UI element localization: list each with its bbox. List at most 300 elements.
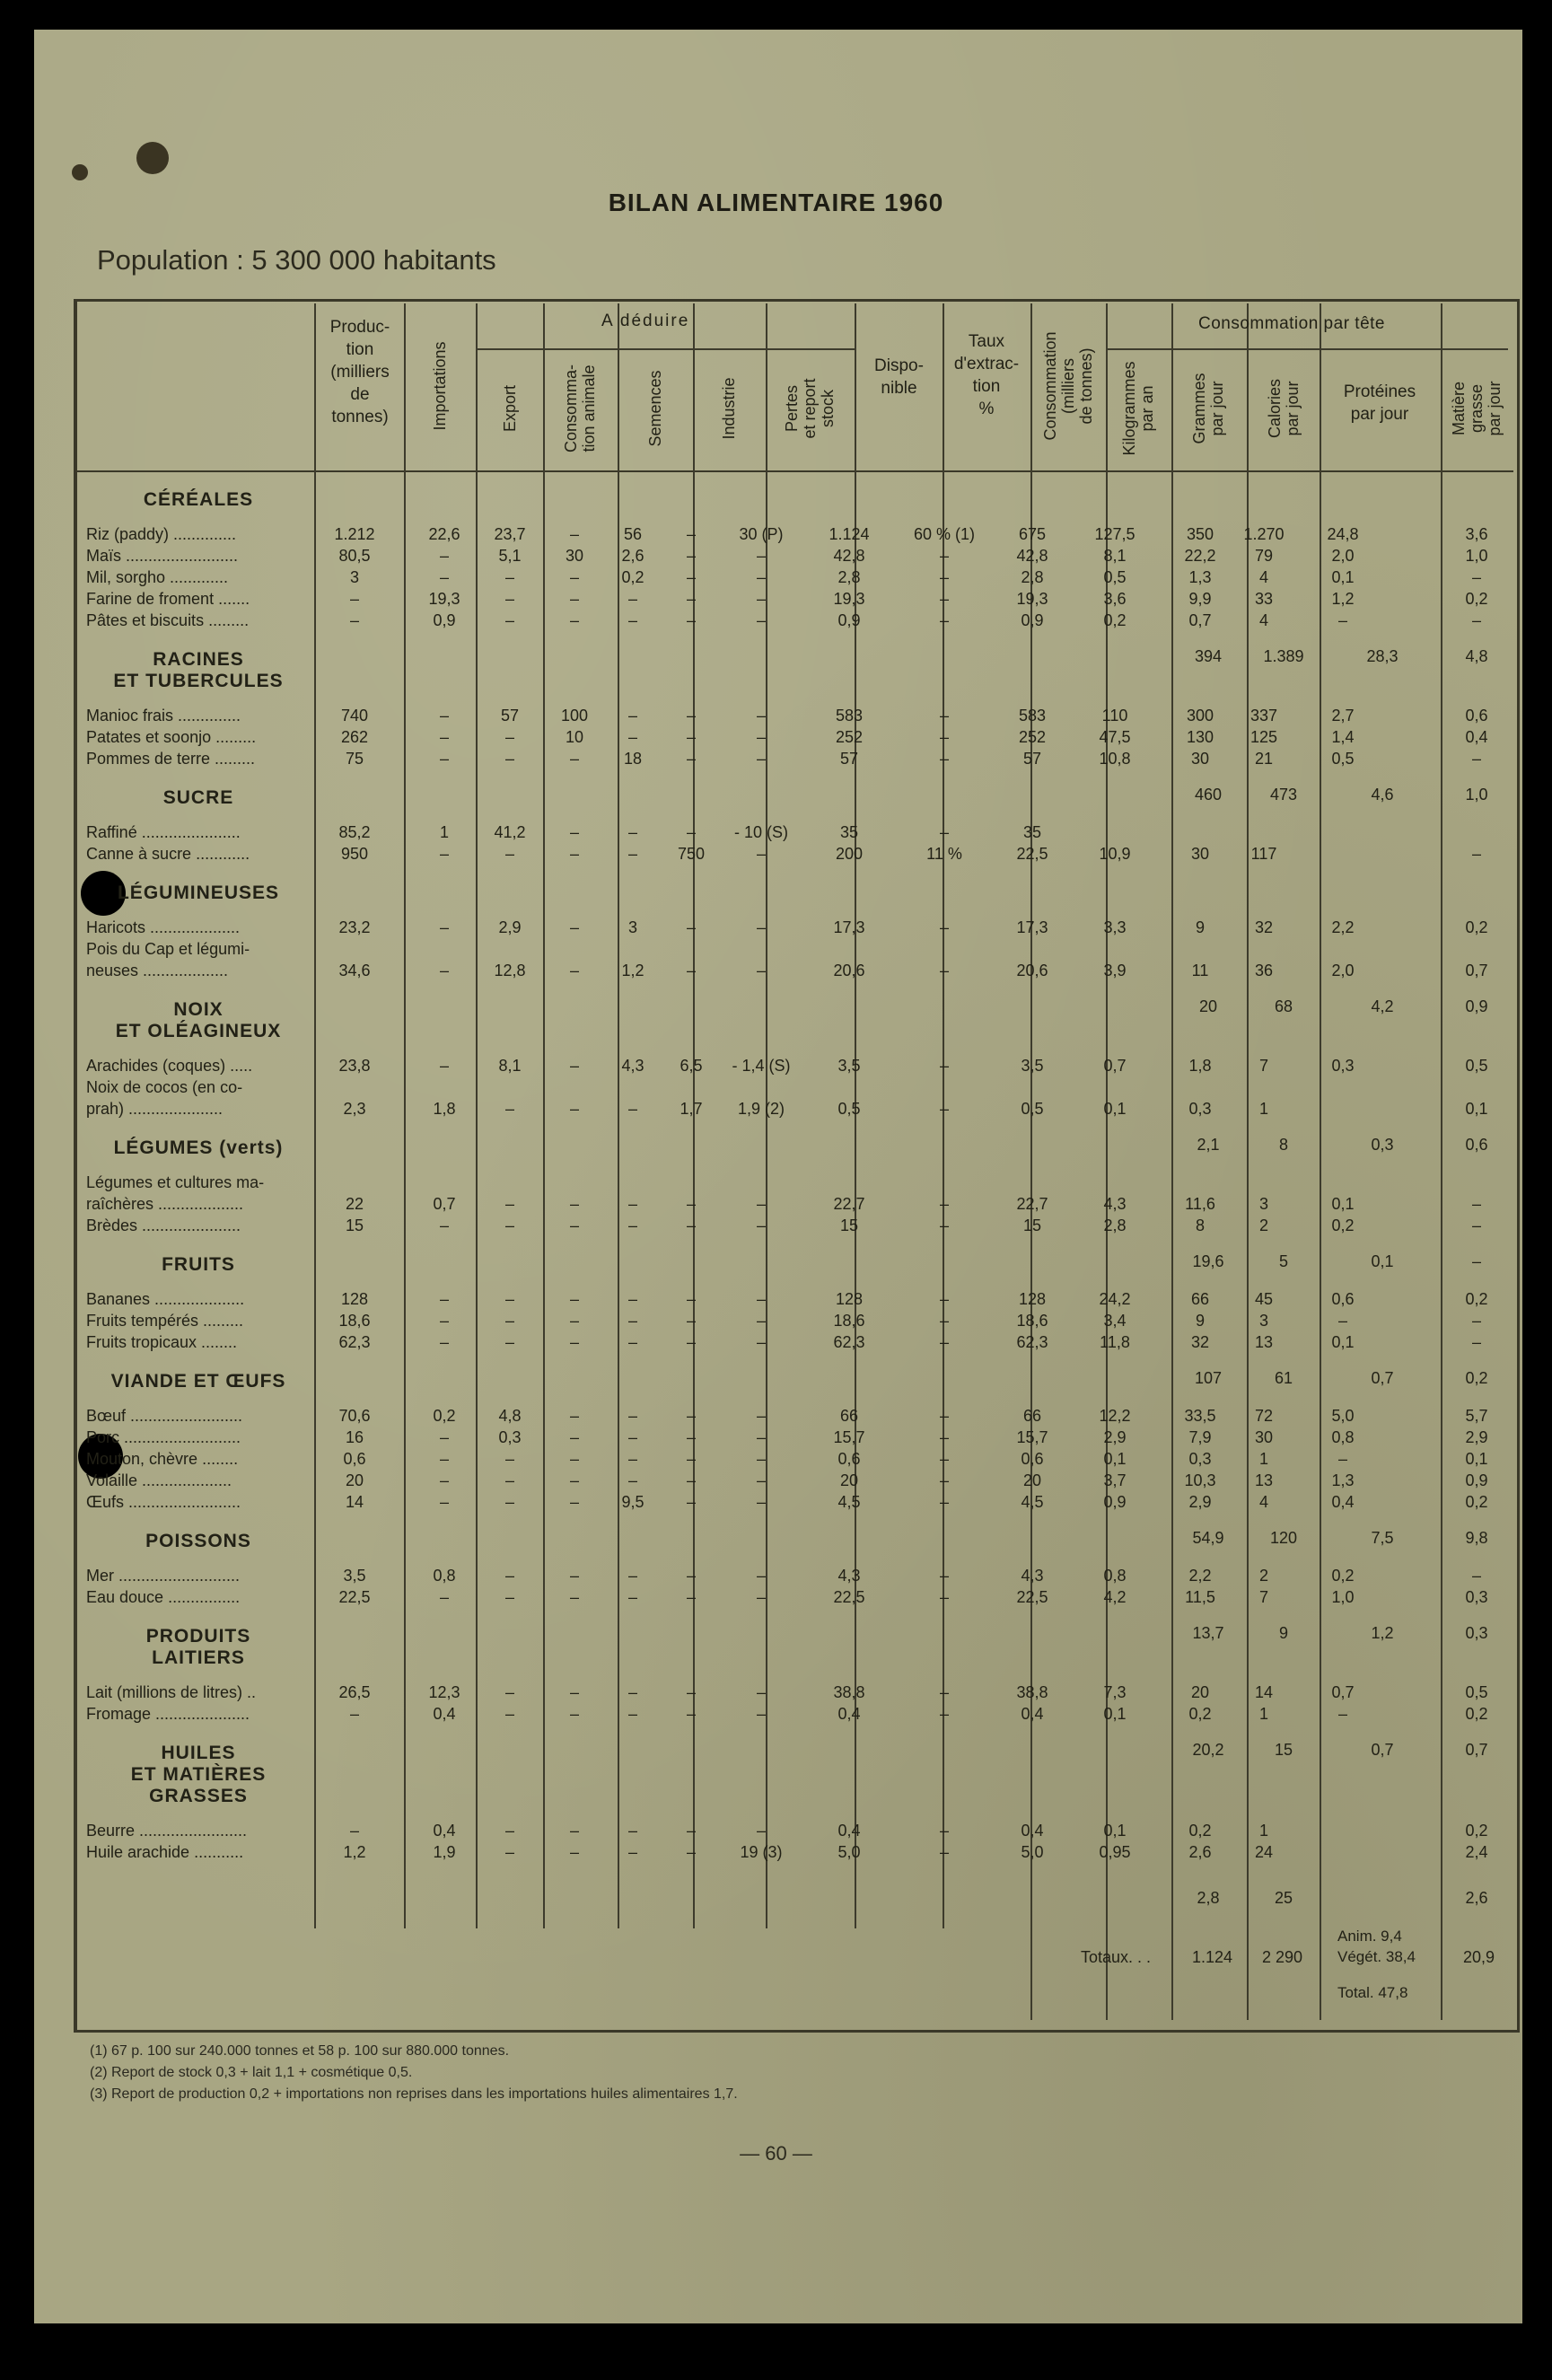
table-cell: –: [686, 1471, 696, 1489]
row-label: Bananes ....................: [86, 1290, 245, 1308]
table-cell: 0,6: [1021, 1450, 1044, 1468]
table-cell: 0,5: [837, 1100, 861, 1118]
table-cell: 0,4: [1021, 1705, 1044, 1723]
row-label: Brèdes ......................: [86, 1216, 241, 1234]
table-cell: 33,5: [1184, 1407, 1216, 1425]
table-cell: 21: [1254, 750, 1274, 768]
table-cell: 0,7: [1331, 1683, 1355, 1701]
table-cell: 100: [560, 707, 589, 725]
table-cell: 47,5: [1099, 728, 1131, 746]
table-cell: 0,2: [1465, 1290, 1488, 1308]
subtotal-cell: 68: [1274, 997, 1293, 1015]
table-cell: –: [627, 1471, 637, 1489]
totaux-label: Totaux. . .: [1081, 1948, 1152, 1966]
table-cell: 15: [839, 1216, 859, 1234]
table-cell: 8,1: [498, 1057, 522, 1075]
subtotal-cell: 394: [1194, 647, 1223, 665]
table-cell: –: [504, 1333, 514, 1351]
table-cell: –: [569, 1100, 579, 1118]
table-cell: 2,6: [1188, 1843, 1212, 1861]
table-cell: –: [627, 707, 637, 725]
section-heading: PRODUITS LAITIERS: [145, 1626, 251, 1668]
table-cell: –: [756, 1822, 766, 1840]
section-heading: HUILES ET MATIÈRES GRASSES: [130, 1743, 267, 1806]
table-cell: 2,4: [1465, 1843, 1488, 1861]
subtotal-cell: 0,3: [1371, 1136, 1394, 1154]
table-cell: 20: [345, 1471, 364, 1489]
table-cell: 38,8: [1016, 1683, 1048, 1701]
table-cell: 1: [1258, 1450, 1268, 1468]
table-cell: 20,6: [833, 962, 865, 979]
table-cell: 583: [1018, 707, 1047, 725]
subtotal-cell: 61: [1274, 1369, 1293, 1387]
table-cell: 0,4: [433, 1705, 456, 1723]
table-cell: –: [756, 1312, 766, 1330]
table-cell: –: [1337, 611, 1347, 629]
row-label: Arachides (coques) .....: [86, 1057, 253, 1075]
table-cell: 20,6: [1016, 962, 1048, 979]
subtotal-cell: 0,9: [1465, 997, 1488, 1015]
table-cell: 4,2: [1103, 1588, 1127, 1606]
table-cell: 128: [835, 1290, 864, 1308]
table-cell: 38,8: [833, 1683, 865, 1701]
table-cell: –: [439, 918, 449, 936]
table-cell: 0,2: [433, 1407, 456, 1425]
table-cell: 2,0: [1331, 547, 1355, 565]
table-cell: –: [627, 1683, 637, 1701]
table-cell: 2,9: [1465, 1428, 1488, 1446]
table-cell: 23,7: [494, 525, 526, 543]
table-cell: –: [627, 1428, 637, 1446]
table-cell: –: [439, 1333, 449, 1351]
subtotal-cell: 1.389: [1263, 647, 1304, 665]
table-cell: 0,8: [1331, 1428, 1355, 1446]
row-label: Fruits tempérés .........: [86, 1312, 244, 1330]
table-cell: 1,8: [433, 1100, 456, 1118]
table-cell: –: [686, 1195, 696, 1213]
table-cell: –: [439, 547, 449, 565]
table-cell: 3,4: [1103, 1312, 1127, 1330]
table-cell: –: [939, 1683, 949, 1701]
table-cell: 30: [1190, 845, 1210, 863]
staple-hole: [72, 164, 88, 180]
table-cell: –: [627, 1407, 637, 1425]
row-label: Huile arachide ...........: [86, 1843, 244, 1861]
table-cell: –: [439, 1471, 449, 1489]
table-cell: 130: [1186, 728, 1214, 746]
table-cell: 0,1: [1331, 568, 1355, 586]
header-taux: Taux d'extrac- tion %: [953, 332, 1020, 418]
table-cell: –: [756, 1493, 766, 1511]
subtotal-cell: 2,1: [1197, 1136, 1220, 1154]
table-cell: 11: [1191, 962, 1209, 979]
table-cell: –: [939, 1705, 949, 1723]
table-cell: 0,5: [1465, 1683, 1488, 1701]
header-rule: [74, 470, 1513, 472]
table-cell: 26,5: [338, 1683, 371, 1701]
table-cell: –: [569, 750, 579, 768]
table-cell: 12,2: [1099, 1407, 1131, 1425]
row-label: Pois du Cap et légumi-: [86, 940, 250, 958]
table-cell: 3,9: [1103, 962, 1127, 979]
table-cell: 70,6: [338, 1407, 371, 1425]
table-cell: 1: [1258, 1100, 1268, 1118]
table-cell: 22,5: [1016, 845, 1048, 863]
table-cell: 1,3: [1331, 1471, 1355, 1489]
table-cell: 62,3: [338, 1333, 371, 1351]
table-cell: 15,7: [1016, 1428, 1048, 1446]
table-cell: –: [439, 1588, 449, 1606]
subtotal-cell: 19,6: [1192, 1252, 1224, 1270]
table-cell: 4,5: [1021, 1493, 1044, 1511]
header-production: Produc- tion (milliers de tonnes): [329, 318, 390, 426]
table-cell: –: [569, 1057, 579, 1075]
table-cell: –: [939, 823, 949, 841]
table-cell: –: [686, 750, 696, 768]
header-importations: Importations: [431, 341, 449, 431]
table-cell: 1.212: [334, 525, 375, 543]
table-cell: –: [939, 707, 949, 725]
header-grammes: Grammes par jour: [1190, 373, 1226, 444]
table-cell: –: [756, 1216, 766, 1234]
table-cell: –: [504, 750, 514, 768]
table-cell: 583: [835, 707, 864, 725]
table-cell: 0,9: [433, 611, 456, 629]
table-cell: –: [569, 845, 579, 863]
table-cell: 9: [1195, 918, 1205, 936]
subtotal-cell: 0,7: [1371, 1741, 1394, 1759]
table-cell: 1,2: [621, 962, 644, 979]
subtotal-cell: 120: [1269, 1529, 1298, 1547]
table-cell: –: [504, 1100, 514, 1118]
table-cell: –: [939, 1450, 949, 1468]
table-cell: –: [569, 1683, 579, 1701]
table-cell: –: [504, 568, 514, 586]
table-cell: 1: [1258, 1705, 1268, 1723]
subtotal-cell: 8: [1278, 1136, 1288, 1154]
table-cell: –: [939, 918, 949, 936]
table-cell: 2,8: [1103, 1216, 1127, 1234]
table-cell: 0,8: [433, 1567, 456, 1585]
table-cell: –: [504, 1843, 514, 1861]
table-cell: –: [627, 823, 637, 841]
table-cell: 0,1: [1331, 1195, 1355, 1213]
table-cell: –: [349, 611, 359, 629]
table-cell: 2,2: [1188, 1567, 1212, 1585]
table-cell: –: [756, 1195, 766, 1213]
table-cell: –: [439, 1493, 449, 1511]
header-conso-par-tete: Consommation par tête: [1198, 314, 1385, 333]
row-label: prah) .....................: [86, 1100, 224, 1118]
table-cell: –: [349, 1705, 359, 1723]
table-cell: 56: [623, 525, 643, 543]
table-cell: –: [627, 845, 637, 863]
table-cell: –: [627, 590, 637, 608]
table-cell: 0,1: [1103, 1450, 1127, 1468]
table-cell: 2,3: [343, 1100, 366, 1118]
table-cell: –: [439, 962, 449, 979]
footnote-2: (2) Report de stock 0,3 + lait 1,1 + cosmétique 0,5.: [90, 2065, 413, 2080]
table-cell: 5,0: [1331, 1407, 1355, 1425]
totaux-total: Total. 47,8: [1337, 1984, 1408, 2001]
table-cell: –: [939, 1567, 949, 1585]
table-cell: –: [627, 1100, 637, 1118]
table-cell: –: [686, 525, 696, 543]
table-cell: 5,1: [498, 547, 522, 565]
table-cell: 22,7: [833, 1195, 865, 1213]
table-cell: 32: [1190, 1333, 1210, 1351]
table-cell: 4: [1258, 568, 1268, 586]
table-cell: 350: [1186, 525, 1214, 543]
table-cell: 9,5: [621, 1493, 644, 1511]
table-cell: 2,9: [1188, 1493, 1212, 1511]
table-cell: 13: [1254, 1333, 1274, 1351]
table-cell: –: [939, 1843, 949, 1861]
table-cell: 0,2: [1331, 1567, 1355, 1585]
table-cell: –: [686, 1843, 696, 1861]
table-cell: 22,7: [1016, 1195, 1048, 1213]
table-cell: 0,6: [1331, 1290, 1355, 1308]
table-cell: –: [1471, 1312, 1481, 1330]
table-cell: –: [939, 1822, 949, 1840]
table-cell: 12,3: [428, 1683, 460, 1701]
table-cell: 34,6: [338, 962, 371, 979]
table-cell: 127,5: [1094, 525, 1136, 543]
table-cell: –: [627, 1333, 637, 1351]
table-cell: 4,5: [837, 1493, 861, 1511]
table-cell: –: [686, 1216, 696, 1234]
section-heading: CÉRÉALES: [143, 489, 254, 510]
table-cell: –: [569, 1567, 579, 1585]
footnote-3: (3) Report de production 0,2 + importations non reprises dans les importations huiles alimentaires 1,7.: [90, 2086, 738, 2102]
table-cell: –: [756, 1471, 766, 1489]
table-cell: –: [627, 1216, 637, 1234]
table-cell: –: [504, 611, 514, 629]
table-cell: 3,5: [1021, 1057, 1044, 1075]
row-label: Œufs .........................: [86, 1493, 241, 1511]
subtotal-cell: 5: [1278, 1252, 1288, 1270]
table-cell: 1: [439, 823, 449, 841]
table-cell: –: [686, 728, 696, 746]
header-conso-milliers: Consommation (milliers de tonnes): [1041, 331, 1095, 441]
table-cell: –: [756, 611, 766, 629]
table-cell: 6,5: [680, 1057, 703, 1075]
subtotal-cell: 4,8: [1465, 647, 1488, 665]
table-cell: –: [439, 1428, 449, 1446]
subtotal-cell: 2,6: [1465, 1889, 1488, 1907]
table-cell: 1,9 (2): [737, 1100, 785, 1118]
subtotal-cell: 107: [1194, 1369, 1223, 1387]
table-cell: –: [1471, 1195, 1481, 1213]
table-cell: –: [439, 1216, 449, 1234]
table-cell: 1.124: [829, 525, 870, 543]
table-cell: –: [504, 1312, 514, 1330]
table-cell: –: [939, 1290, 949, 1308]
section-heading: LÉGUMINEUSES: [117, 883, 280, 903]
row-label: Riz (paddy) ..............: [86, 525, 237, 543]
table-cell: 0,2: [1465, 590, 1488, 608]
table-cell: –: [1471, 1567, 1481, 1585]
table-cell: 1: [1258, 1822, 1268, 1840]
table-cell: 0,6: [837, 1450, 861, 1468]
table-cell: 8,1: [1103, 547, 1127, 565]
table-cell: –: [569, 1588, 579, 1606]
table-cell: 262: [340, 728, 369, 746]
table-cell: 110: [1101, 707, 1128, 725]
table-cell: 5,0: [1021, 1843, 1044, 1861]
subtotal-cell: 4,6: [1371, 786, 1394, 804]
table-cell: –: [504, 1683, 514, 1701]
totaux-veget: Végét. 38,4: [1337, 1948, 1416, 1965]
table-cell: 0,2: [1103, 611, 1127, 629]
table-cell: –: [756, 1705, 766, 1723]
table-cell: 0,7: [1465, 962, 1488, 979]
table-cell: 22,6: [428, 525, 460, 543]
table-cell: –: [686, 1822, 696, 1840]
table-cell: 1,7: [680, 1100, 703, 1118]
table-cell: –: [756, 918, 766, 936]
table-cell: –: [349, 590, 359, 608]
subtotal-cell: 0,2: [1465, 1369, 1488, 1387]
table-cell: –: [627, 1290, 637, 1308]
row-label: Fromage .....................: [86, 1705, 250, 1723]
table-cell: 128: [340, 1290, 369, 1308]
row-label: Farine de froment .......: [86, 590, 250, 608]
table-cell: 0,5: [1465, 1057, 1488, 1075]
header-semences: Semences: [646, 370, 664, 447]
table-cell: 750: [677, 845, 706, 863]
subtotal-cell: 0,1: [1371, 1252, 1394, 1270]
table-cell: 0,4: [837, 1822, 861, 1840]
header-conso-animale: Consomma- tion animale: [562, 364, 598, 453]
table-cell: 0,1: [1103, 1822, 1127, 1840]
table-cell: 11,5: [1185, 1588, 1215, 1606]
table-cell: –: [627, 1567, 637, 1585]
table-cell: –: [686, 1290, 696, 1308]
table-cell: –: [504, 728, 514, 746]
table-cell: 9: [1195, 1312, 1205, 1330]
table-cell: –: [686, 611, 696, 629]
row-label: Volaille ....................: [86, 1471, 232, 1489]
table-cell: 0,9: [1021, 611, 1044, 629]
table-cell: - 1,4 (S): [732, 1057, 791, 1075]
table-cell: 22,2: [1184, 547, 1216, 565]
table-cell: 14: [345, 1493, 364, 1511]
subtotal-cell: 473: [1269, 786, 1298, 804]
row-label: Eau douce ................: [86, 1588, 241, 1606]
table-cell: –: [686, 1683, 696, 1701]
table-cell: –: [756, 845, 766, 863]
table-cell: 30: [1190, 750, 1210, 768]
table-cell: 18,6: [1016, 1312, 1048, 1330]
table-cell: 18,6: [833, 1312, 865, 1330]
row-label: neuses ...................: [86, 962, 229, 979]
table-cell: 0,3: [498, 1428, 522, 1446]
row-label: Beurre ........................: [86, 1822, 248, 1840]
table-cell: –: [504, 1567, 514, 1585]
table-cell: 1,0: [1465, 547, 1488, 565]
table-cell: –: [569, 1471, 579, 1489]
row-label: Porc ..........................: [86, 1428, 241, 1446]
header-industrie: Industrie: [720, 377, 738, 440]
table-cell: 22,5: [1016, 1588, 1048, 1606]
table-cell: 252: [1018, 728, 1047, 746]
table-cell: –: [439, 728, 449, 746]
table-cell: –: [756, 1567, 766, 1585]
table-cell: 252: [835, 728, 864, 746]
table-cell: –: [504, 1588, 514, 1606]
table-cell: –: [569, 525, 579, 543]
table-cell: 2,2: [1331, 918, 1355, 936]
section-heading: NOIX ET OLÉAGINEUX: [115, 999, 282, 1041]
table-cell: 20: [1190, 1683, 1210, 1701]
table-cell: 17,3: [1016, 918, 1048, 936]
table-cell: –: [939, 962, 949, 979]
table-cell: 36: [1254, 962, 1274, 979]
table-cell: –: [569, 590, 579, 608]
table-cell: 4,3: [1021, 1567, 1044, 1585]
table-cell: –: [756, 728, 766, 746]
table-cell: 18,6: [338, 1312, 371, 1330]
table-cell: 20: [839, 1471, 859, 1489]
subtotal-cell: 0,7: [1465, 1741, 1488, 1759]
table-cell: 23,2: [338, 918, 371, 936]
table-cell: –: [504, 1195, 514, 1213]
table-cell: 22: [345, 1195, 364, 1213]
table-cell: 200: [835, 845, 864, 863]
document-title: BILAN ALIMENTAIRE 1960: [608, 189, 944, 216]
subtotal-cell: 0,6: [1465, 1136, 1488, 1154]
table-cell: 7: [1258, 1057, 1268, 1075]
table-cell: 0,9: [1103, 1493, 1127, 1511]
table-cell: 4: [1258, 1493, 1268, 1511]
subtotal-cell: 2,8: [1197, 1889, 1220, 1907]
table-cell: –: [569, 1493, 579, 1511]
table-cell: 3: [1258, 1312, 1268, 1330]
subtotal-cell: 20: [1198, 997, 1218, 1015]
table-cell: –: [756, 1450, 766, 1468]
table-cell: –: [439, 750, 449, 768]
section-heading: POISSONS: [145, 1531, 251, 1551]
table-cell: –: [686, 1407, 696, 1425]
table-cell: –: [627, 1195, 637, 1213]
table-cell: –: [756, 1333, 766, 1351]
totaux-anim: Anim. 9,4: [1337, 1928, 1402, 1945]
table-cell: –: [756, 1407, 766, 1425]
table-cell: 22,5: [833, 1588, 865, 1606]
table-cell: 15,7: [833, 1428, 865, 1446]
table-cell: –: [686, 590, 696, 608]
table-cell: –: [1337, 1705, 1347, 1723]
table-cell: 0,1: [1103, 1100, 1127, 1118]
table-cell: –: [939, 1216, 949, 1234]
table-cell: 0,3: [1188, 1100, 1212, 1118]
table-cell: –: [939, 547, 949, 565]
table-cell: –: [756, 1588, 766, 1606]
table-cell: –: [627, 611, 637, 629]
table-cell: 2,8: [837, 568, 861, 586]
table-cell: –: [939, 1588, 949, 1606]
table-cell: –: [627, 1450, 637, 1468]
table-cell: 66: [839, 1407, 859, 1425]
table-cell: 17,3: [833, 918, 865, 936]
table-cell: –: [569, 1843, 579, 1861]
table-cell: –: [686, 568, 696, 586]
table-cell: –: [756, 1428, 766, 1446]
table-cell: –: [569, 1822, 579, 1840]
header-disponible: Dispo- nible: [874, 356, 924, 398]
footnote-1: (1) 67 p. 100 sur 240.000 tonnes et 58 p. 100 sur 880.000 tonnes.: [90, 2043, 510, 2059]
